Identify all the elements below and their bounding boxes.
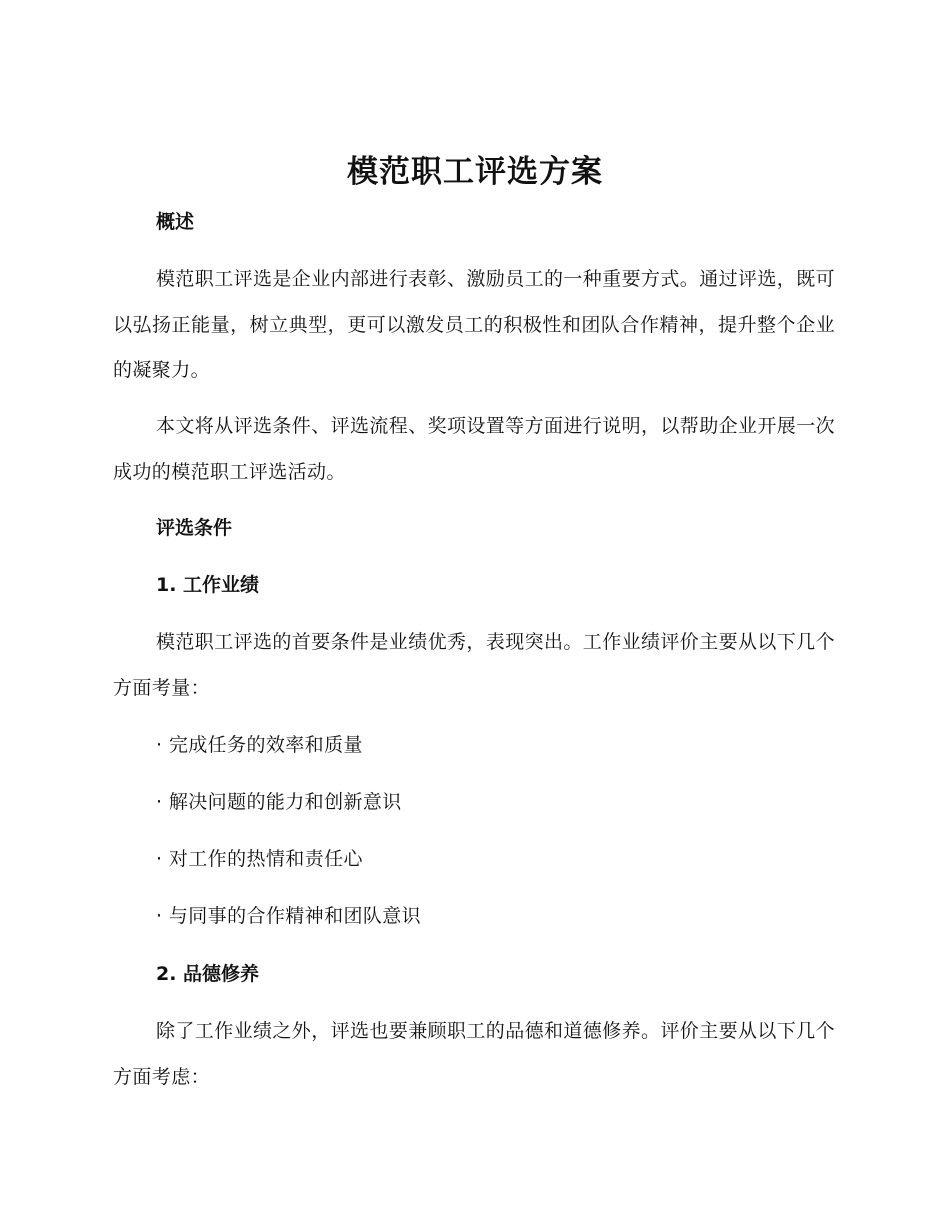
overview-paragraph-2: 本文将从评选条件、评选流程、奖项设置等方面进行说明，以帮助企业开展一次成功的模范职工评选活动。 [113,415,836,483]
performance-paragraph: 模范职工评选的首要条件是业绩优秀，表现突出。工作业绩评价主要从以下几个方面考量： [113,631,836,699]
subheading-morality: 2. 品德修养 [156,963,260,985]
performance-bullet-2: · 解决问题的能力和创新意识 [156,791,402,813]
section-heading-overview: 概述 [156,211,195,233]
performance-bullet-1: · 完成任务的效率和质量 [156,734,363,756]
morality-paragraph: 除了工作业绩之外，评选也要兼顾职工的品德和道德修养。评价主要从以下几个方面考虑： [113,1020,836,1088]
document-title: 模范职工评选方案 [347,154,603,190]
performance-bullet-4: · 与同事的合作精神和团队意识 [156,905,422,927]
subheading-performance: 1. 工作业绩 [156,574,260,596]
overview-paragraph-1: 模范职工评选是企业内部进行表彰、激励员工的一种重要方式。通过评选，既可以弘扬正能量，树立典型，更可以激发员工的积极性和团队合作精神，提升整个企业的凝聚力。 [113,268,836,381]
performance-bullet-3: · 对工作的热情和责任心 [156,848,363,870]
section-heading-criteria: 评选条件 [156,517,233,539]
